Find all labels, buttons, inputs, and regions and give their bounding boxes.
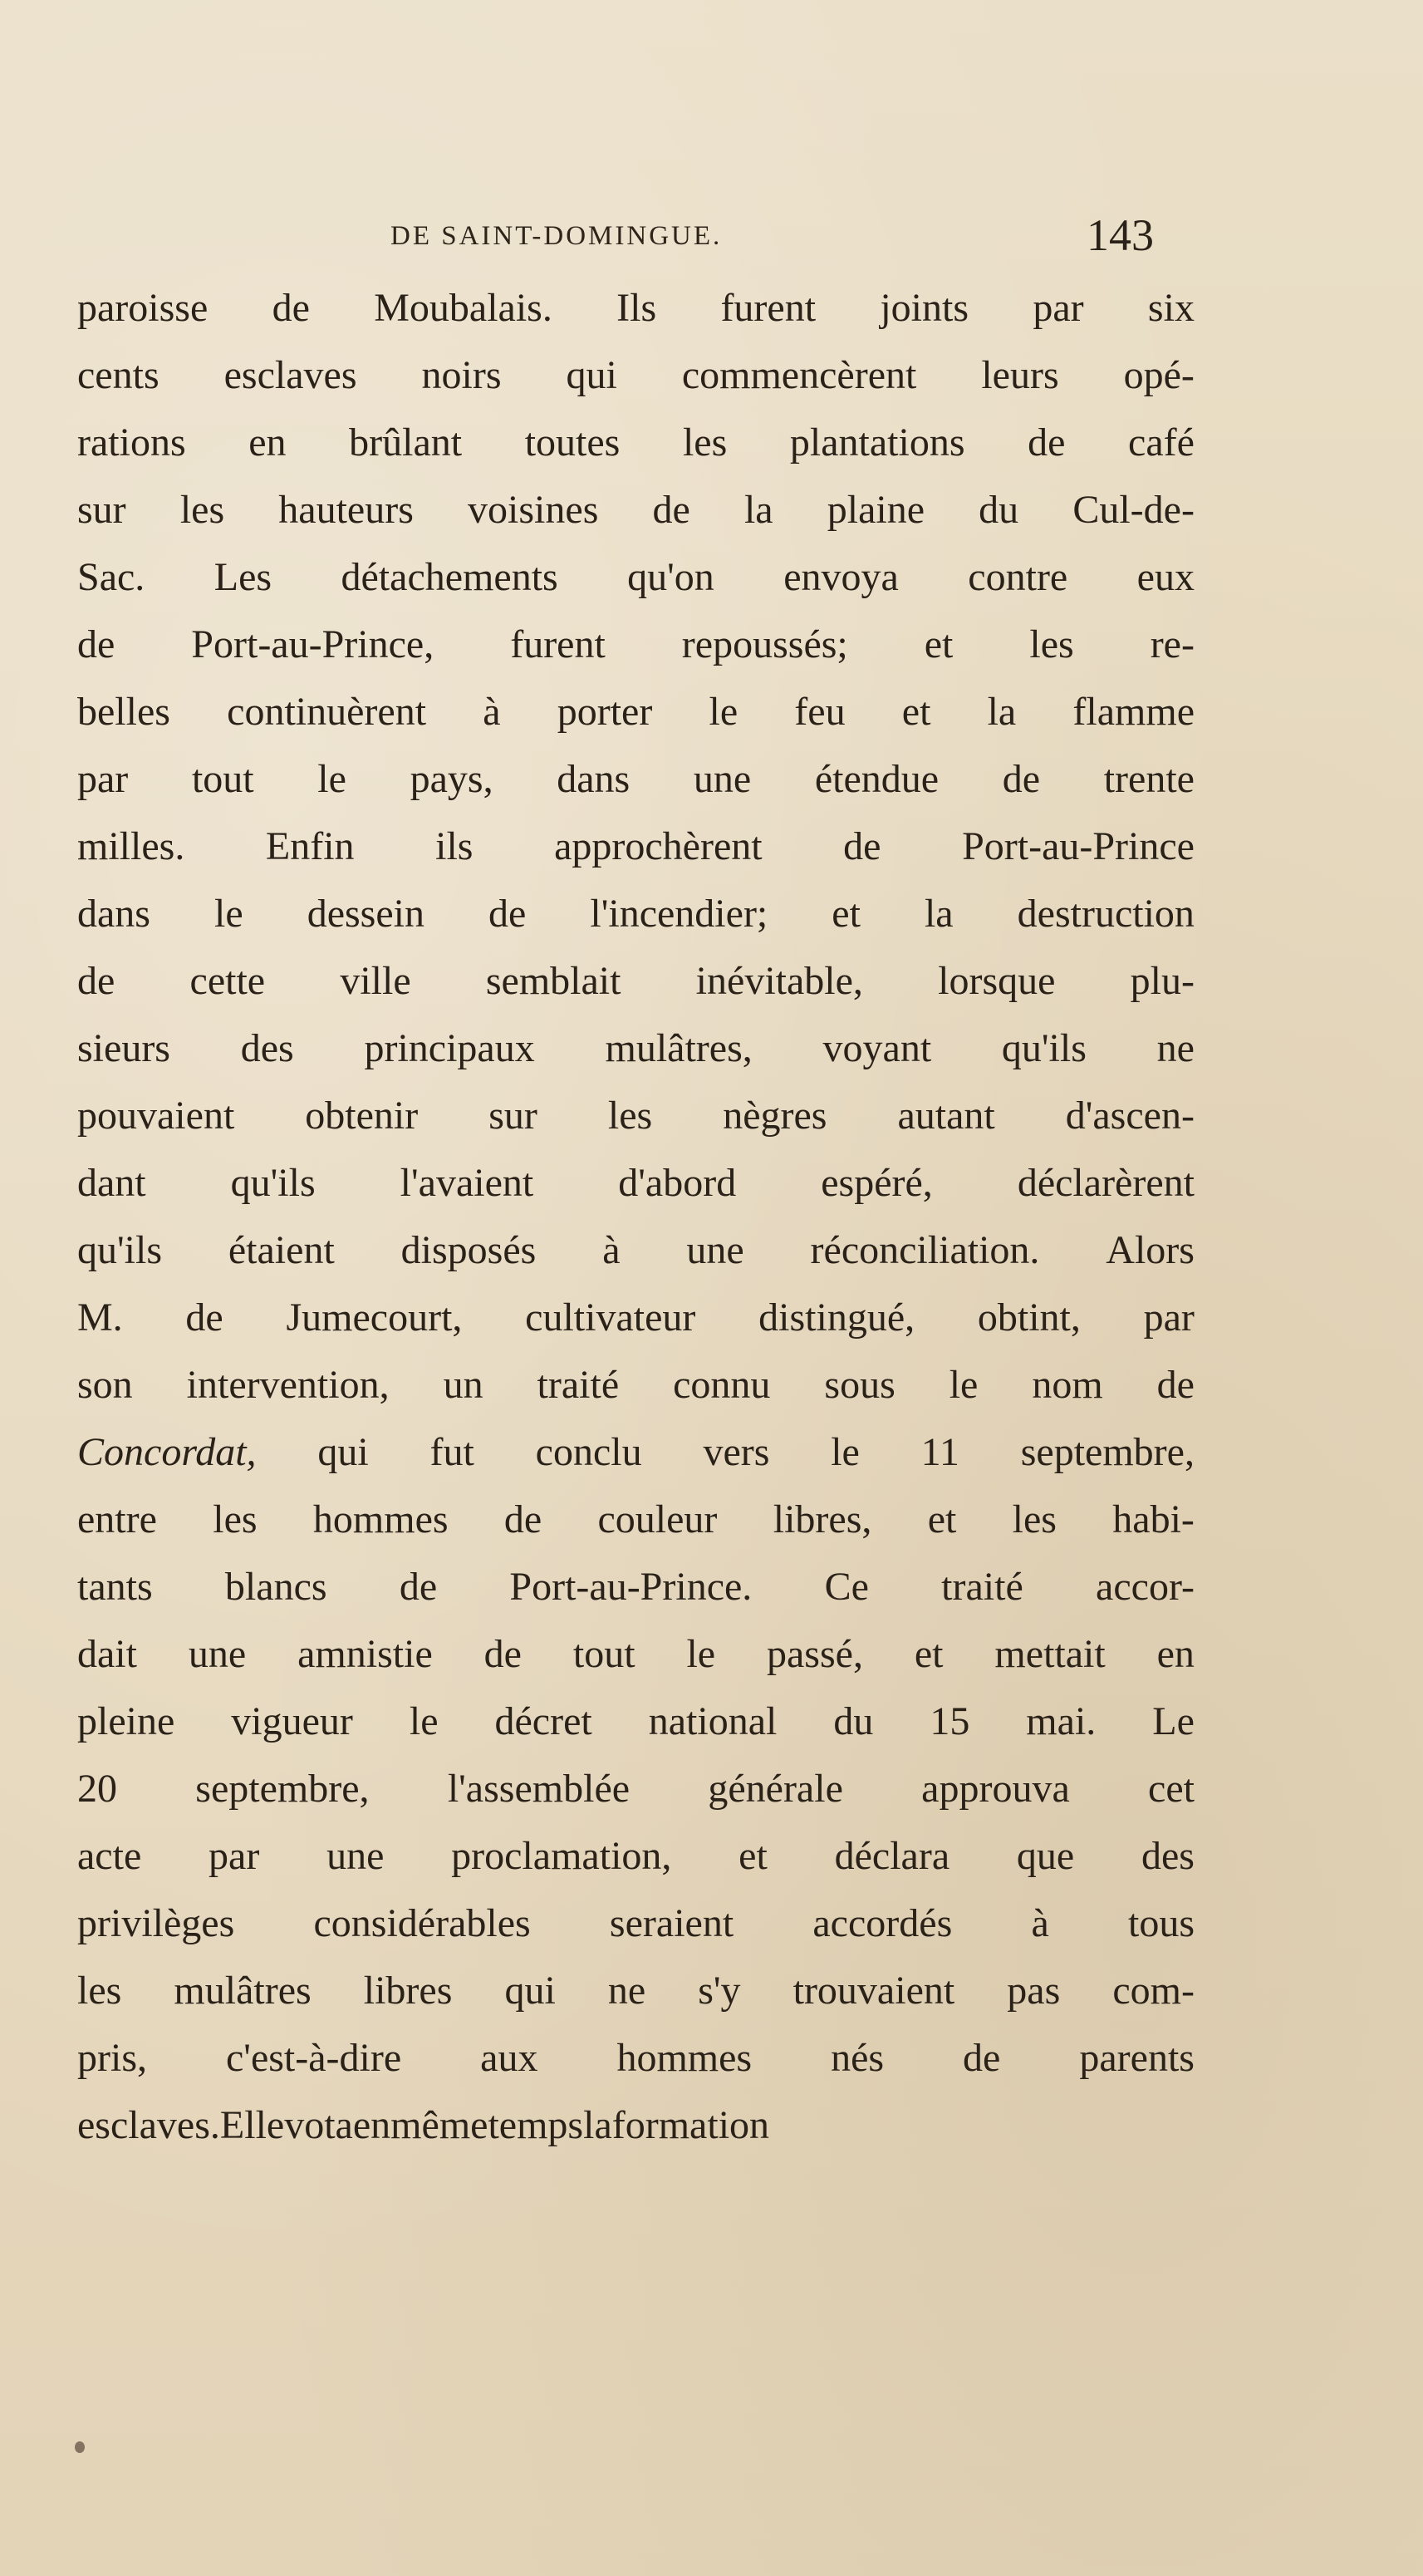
word: à: [602, 1228, 621, 1272]
word: pris,: [77, 2036, 147, 2080]
word: accor-: [1096, 1565, 1195, 1609]
word: d'abord: [618, 1161, 737, 1205]
word: la: [987, 690, 1017, 734]
word: toutes: [524, 420, 621, 465]
word: les: [77, 1969, 122, 2013]
word: habi-: [1112, 1497, 1195, 1541]
word: mulâtres: [174, 1969, 312, 2013]
word: voisines: [468, 488, 599, 532]
word: proclamation,: [451, 1834, 672, 1878]
word: national: [648, 1699, 778, 1743]
word: Port-au-Prince.: [509, 1565, 753, 1609]
word: septembre,: [1020, 1430, 1195, 1474]
word: la: [924, 892, 954, 936]
word: une: [326, 1834, 385, 1878]
word: les: [1029, 622, 1074, 666]
word: de: [652, 488, 690, 532]
word: c'est-à-dire: [225, 2036, 402, 2080]
word: approuva: [921, 1767, 1070, 1811]
word: six: [1147, 286, 1195, 330]
word: les: [179, 488, 225, 532]
word: en: [1156, 1632, 1195, 1676]
text-line: [77, 1351, 1195, 1418]
word: conclu: [535, 1430, 642, 1474]
word: porter: [557, 690, 653, 734]
word: seraient: [609, 1901, 734, 1945]
word: ils: [435, 824, 474, 868]
ink-spot: [75, 2441, 85, 2453]
word: blancs: [224, 1565, 327, 1609]
text-line: [77, 274, 1195, 342]
word: étendue: [814, 757, 940, 801]
page-number: 143: [1087, 210, 1154, 260]
word: Sac.: [77, 555, 145, 599]
word: en: [248, 420, 287, 465]
word: repoussés;: [681, 622, 848, 666]
word: pays,: [410, 757, 493, 801]
text-line: [77, 1149, 1195, 1217]
word: Jumecourt,: [286, 1295, 463, 1340]
word: parents: [1079, 2036, 1195, 2080]
word: tous: [1127, 1901, 1195, 1945]
word: du: [979, 488, 1019, 532]
word: Alors: [1106, 1228, 1195, 1272]
word: générale: [708, 1767, 843, 1811]
word: s'y: [698, 1969, 741, 2013]
word: opé-: [1123, 353, 1195, 397]
word: Le: [1152, 1699, 1195, 1743]
word: continuèrent: [227, 690, 427, 734]
word: la: [743, 488, 773, 532]
word: sur: [77, 488, 126, 532]
word: tants: [77, 1565, 153, 1609]
text-line: [77, 1015, 1195, 1082]
word: de: [399, 1565, 438, 1609]
text-line: [77, 1553, 1195, 1620]
word: fut: [429, 1430, 474, 1474]
word: des: [1141, 1834, 1195, 1878]
text-line: [77, 409, 1195, 476]
word: leurs: [981, 353, 1059, 397]
word: connu: [673, 1363, 771, 1407]
word: Port-au-Prince,: [191, 622, 434, 666]
word: com-: [1112, 1969, 1195, 2013]
word: Port-au-Prince: [962, 824, 1195, 868]
text-line: [77, 2024, 1195, 2092]
word: du: [833, 1699, 874, 1743]
word: plaine: [827, 488, 925, 532]
text-line: [77, 1957, 1195, 2024]
word: par: [1143, 1295, 1195, 1340]
word: lorsque: [938, 959, 1056, 1003]
word: et: [924, 622, 954, 666]
word: dans: [77, 892, 150, 936]
word: sieurs: [77, 1026, 170, 1070]
word: Moubalais.: [374, 286, 552, 330]
word: de: [77, 959, 115, 1003]
word: voyant: [822, 1026, 932, 1070]
word: plantations: [789, 420, 965, 465]
word: de: [1156, 1363, 1195, 1407]
word: Cul-de-: [1072, 488, 1195, 532]
text-line: [77, 611, 1195, 678]
word: par: [1033, 286, 1084, 330]
word: le: [317, 757, 346, 801]
word: Elle: [219, 2103, 285, 2147]
word: qu'ils: [230, 1161, 316, 1205]
word: que: [1016, 1834, 1075, 1878]
word: contre: [968, 555, 1068, 599]
text-line: [77, 1082, 1195, 1149]
word: traité: [537, 1363, 620, 1407]
word: l'incendier;: [590, 892, 768, 936]
text-line: [77, 947, 1195, 1015]
word: paroisse: [77, 286, 209, 330]
word: hommes: [312, 1497, 449, 1541]
word: brûlant: [349, 420, 463, 465]
word: tout: [572, 1632, 635, 1676]
text-line: [77, 1620, 1195, 1688]
word: pleine: [77, 1699, 175, 1743]
word: passé,: [767, 1632, 863, 1676]
word: pas: [1007, 1969, 1061, 2013]
word: esclaves: [223, 353, 357, 397]
word: et: [914, 1632, 944, 1676]
word: mettait: [994, 1632, 1106, 1676]
word: ne: [1156, 1026, 1195, 1070]
word: de: [1002, 757, 1041, 801]
word: cultivateur: [525, 1295, 696, 1340]
word: les: [213, 1497, 258, 1541]
running-title: DE SAINT-DOMINGUE.: [390, 221, 723, 251]
text-line: [77, 1890, 1195, 1957]
text-line: [77, 880, 1195, 947]
word: déclarèrent: [1017, 1161, 1195, 1205]
word: Les: [213, 555, 272, 599]
word: autant: [897, 1094, 995, 1138]
text-line: [77, 1688, 1195, 1755]
word: qu'ils: [1001, 1026, 1087, 1070]
text-line: [77, 678, 1195, 745]
word: dant: [77, 1161, 146, 1205]
word: belles: [77, 690, 170, 734]
word: les: [682, 420, 728, 465]
word: sur: [488, 1094, 537, 1138]
word: détachements: [341, 555, 558, 599]
word: en: [352, 2103, 391, 2147]
word: et: [927, 1497, 957, 1541]
word: mai.: [1026, 1699, 1097, 1743]
word: milles.: [77, 824, 185, 868]
word: considérables: [313, 1901, 531, 1945]
word: vota: [284, 2103, 353, 2147]
word: semblait: [485, 959, 621, 1003]
word: un: [443, 1363, 483, 1407]
word: le: [686, 1632, 716, 1676]
word: intervention,: [186, 1363, 390, 1407]
word: amnistie: [297, 1632, 433, 1676]
word: de: [483, 1632, 522, 1676]
word: distingué,: [758, 1295, 915, 1340]
word: à: [483, 690, 501, 734]
word: et: [832, 892, 861, 936]
word: réconciliation.: [810, 1228, 1040, 1272]
word: obtenir: [305, 1094, 419, 1138]
word: qui: [566, 353, 617, 397]
word: entre: [77, 1497, 157, 1541]
word: café: [1128, 420, 1195, 465]
word: le: [709, 690, 738, 734]
word: de: [1028, 420, 1066, 465]
word: temps: [488, 2103, 584, 2147]
word: de: [488, 892, 527, 936]
word: privilèges: [77, 1901, 235, 1945]
word: M.: [77, 1295, 123, 1340]
text-line: [77, 1486, 1195, 1553]
word: sous: [824, 1363, 896, 1407]
word: 20: [77, 1767, 117, 1811]
word: qui: [317, 1430, 369, 1474]
word: dans: [557, 757, 631, 801]
word: Ils: [616, 286, 657, 330]
word: approchèrent: [554, 824, 763, 868]
word: hommes: [616, 2036, 753, 2080]
word: furent: [510, 622, 606, 666]
word: flamme: [1072, 690, 1195, 734]
body-text: [77, 274, 1195, 2159]
text-line: [77, 1217, 1195, 1284]
word: Ce: [824, 1565, 869, 1609]
word: couleur: [597, 1497, 718, 1541]
word: par: [77, 757, 129, 801]
word: l'assemblée: [447, 1767, 631, 1811]
word: esclaves.: [77, 2103, 220, 2147]
word: principaux: [364, 1026, 535, 1070]
word: dessein: [307, 892, 424, 936]
word: espéré,: [821, 1161, 933, 1205]
word: rations: [77, 420, 186, 465]
text-line: [77, 1284, 1195, 1351]
text-line: [77, 1822, 1195, 1890]
word: feu: [794, 690, 846, 734]
word: eux: [1136, 555, 1195, 599]
word: trouvaient: [792, 1969, 955, 2013]
word: acte: [77, 1834, 142, 1878]
text-line: [77, 476, 1195, 543]
word: joints: [880, 286, 969, 330]
word: la: [583, 2103, 612, 2147]
text-line: [77, 1755, 1195, 1822]
word: nom: [1032, 1363, 1103, 1407]
text-line: [77, 1418, 1195, 1486]
text-line: [77, 2092, 1195, 2159]
word: cents: [77, 353, 159, 397]
word: ne: [607, 1969, 646, 2013]
word: son: [77, 1363, 133, 1407]
word: d'ascen-: [1065, 1094, 1195, 1138]
word: formation: [611, 2103, 770, 2147]
word: furent: [720, 286, 817, 330]
word: les: [1012, 1497, 1057, 1541]
word: septembre,: [195, 1767, 370, 1811]
word: libres: [363, 1969, 453, 2013]
word: le: [949, 1363, 979, 1407]
word: de: [503, 1497, 542, 1541]
word: et: [738, 1834, 768, 1878]
word: disposés: [400, 1228, 537, 1272]
word: déclara: [834, 1834, 950, 1878]
word: les: [607, 1094, 653, 1138]
word: plu-: [1130, 959, 1195, 1003]
word: mulâtres,: [605, 1026, 753, 1070]
word: libres,: [773, 1497, 872, 1541]
word: vigueur: [231, 1699, 353, 1743]
word: envoya: [783, 555, 899, 599]
word: ville: [340, 959, 411, 1003]
word: cet: [1148, 1767, 1195, 1811]
word: qu'on: [627, 555, 714, 599]
text-line: [77, 813, 1195, 880]
text-line: [77, 342, 1195, 409]
word: de: [77, 622, 115, 666]
word: dait: [77, 1632, 137, 1676]
word: même: [390, 2103, 488, 2147]
word: qui: [504, 1969, 556, 2013]
running-head: [0, 210, 1423, 264]
word: vers: [703, 1430, 770, 1474]
word: cette: [189, 959, 266, 1003]
word: nègres: [723, 1094, 827, 1138]
word: 15: [930, 1699, 970, 1743]
word: de: [185, 1295, 223, 1340]
word: à: [1031, 1901, 1049, 1945]
word: pouvaient: [77, 1094, 235, 1138]
word: le: [831, 1430, 860, 1474]
word: noirs: [421, 353, 502, 397]
word: et: [901, 690, 931, 734]
word: de: [272, 286, 310, 330]
word: commencèrent: [681, 353, 917, 397]
word: obtint,: [977, 1295, 1081, 1340]
word: étaient: [228, 1228, 335, 1272]
word: Enfin: [265, 824, 355, 868]
word: 11: [920, 1430, 959, 1474]
word: des: [240, 1026, 294, 1070]
word: de: [963, 2036, 1001, 2080]
word: par: [209, 1834, 260, 1878]
word: trente: [1103, 757, 1195, 801]
word: inévitable,: [695, 959, 863, 1003]
word: l'avaient: [400, 1161, 534, 1205]
word: tout: [191, 757, 254, 801]
word: qu'ils: [77, 1228, 162, 1272]
word: une: [188, 1632, 247, 1676]
word: nés: [831, 2036, 885, 2080]
word: le: [214, 892, 243, 936]
word: le: [409, 1699, 439, 1743]
word: aux: [480, 2036, 538, 2080]
word: hauteurs: [278, 488, 414, 532]
word: de: [843, 824, 881, 868]
word: traité: [941, 1565, 1023, 1609]
text-line: [77, 745, 1195, 813]
word: re-: [1150, 622, 1195, 666]
word: destruction: [1017, 892, 1195, 936]
word: accordés: [812, 1901, 953, 1945]
word: décret: [494, 1699, 592, 1743]
word: une: [693, 757, 752, 801]
word: une: [686, 1228, 744, 1272]
text-line: [77, 543, 1195, 611]
word: Concordat,: [77, 1430, 257, 1474]
